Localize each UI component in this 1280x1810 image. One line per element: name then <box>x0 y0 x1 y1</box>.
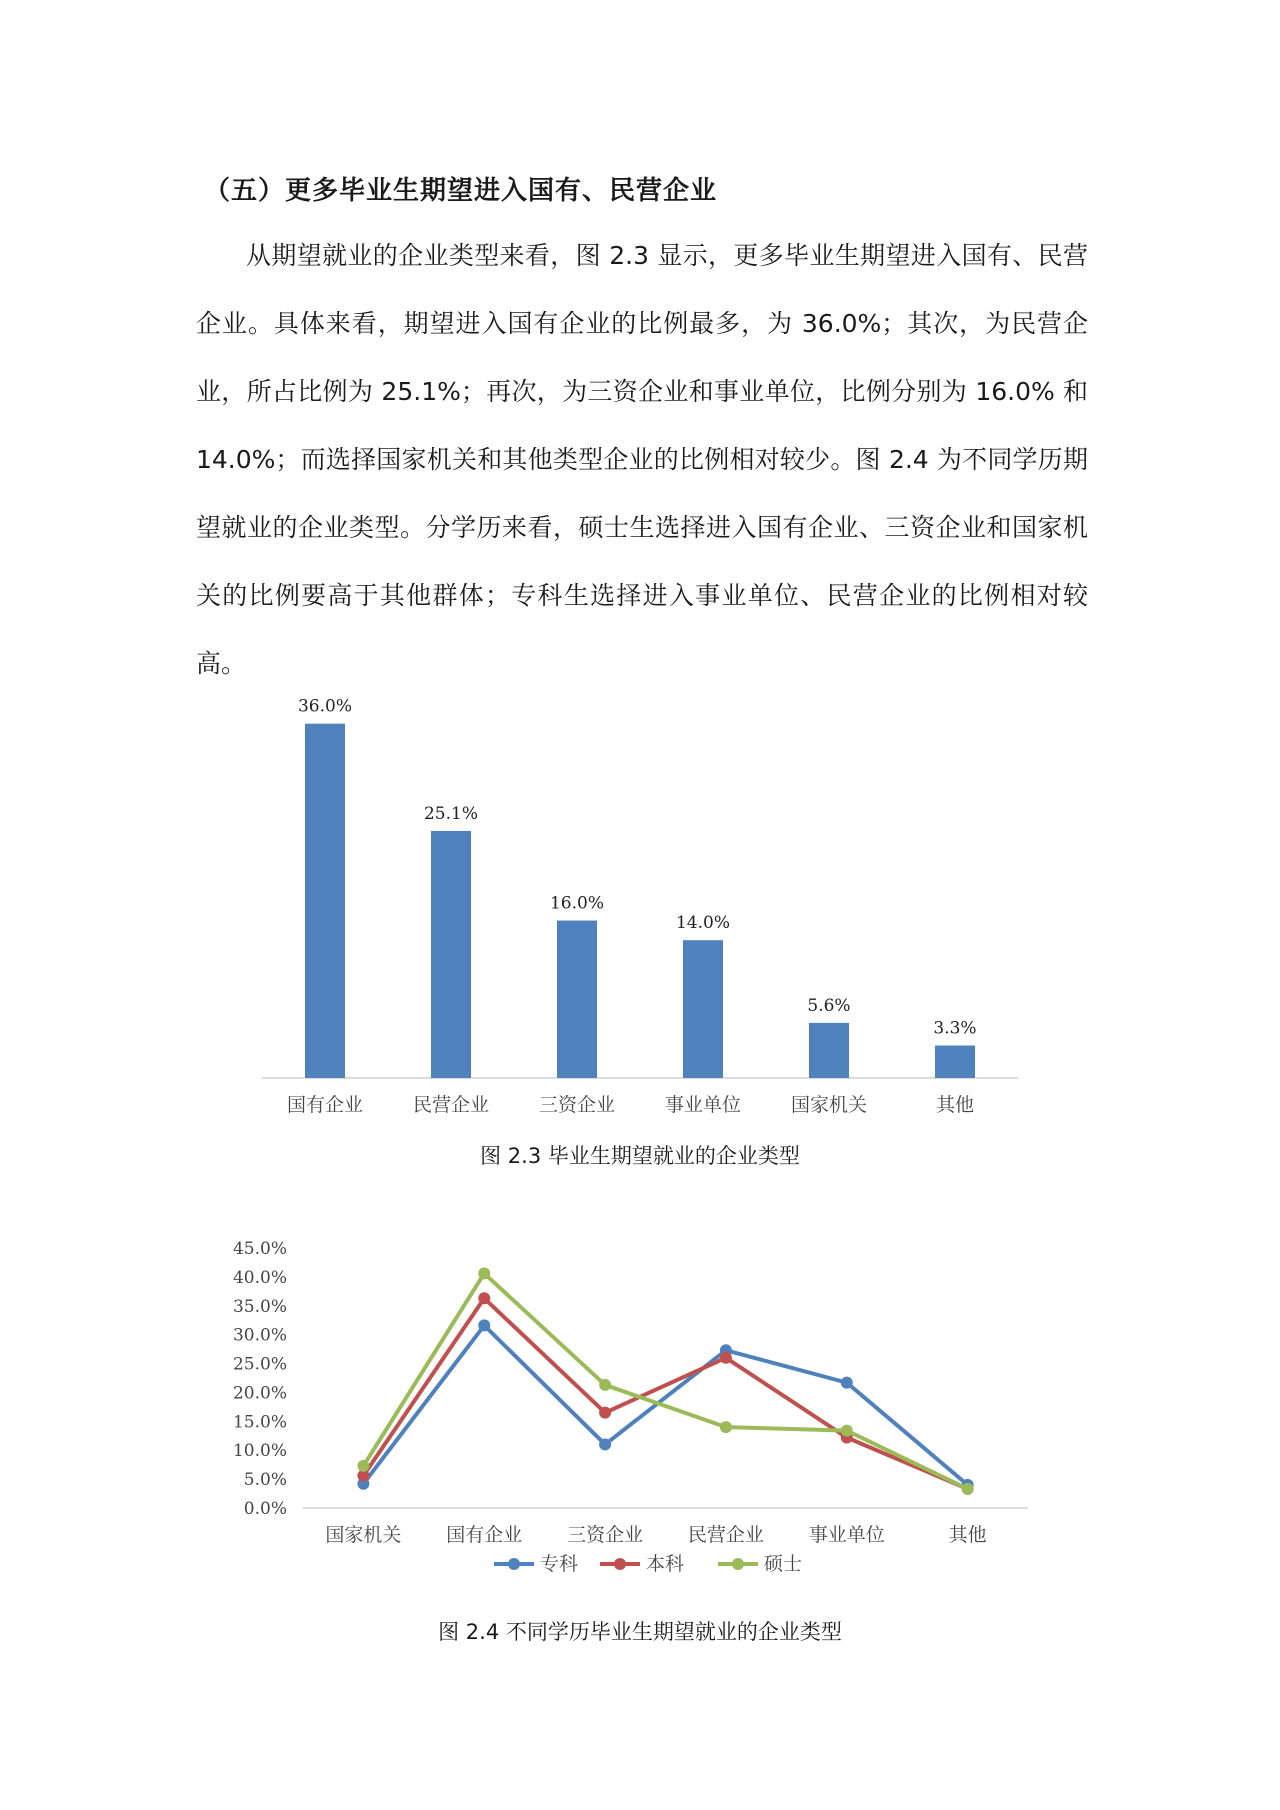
x-tick-label: 事业单位 <box>664 1094 742 1116</box>
x-tick-label: 国有企业 <box>446 1524 523 1546</box>
y-tick-label: 25.0% <box>232 1354 287 1375</box>
legend-swatch-marker <box>508 1558 520 1570</box>
legend-label: 本科 <box>646 1553 685 1575</box>
y-tick-label: 30.0% <box>232 1325 287 1346</box>
y-tick-label: 20.0% <box>232 1383 287 1404</box>
y-tick-label: 10.0% <box>232 1441 287 1462</box>
data-label: 14.0% <box>675 913 731 934</box>
bar <box>683 940 723 1078</box>
data-point <box>599 1438 611 1450</box>
x-tick-label: 三资企业 <box>567 1524 644 1546</box>
x-tick-label: 国有企业 <box>286 1094 364 1116</box>
x-tick-label: 国家机关 <box>325 1524 402 1546</box>
data-point <box>478 1292 490 1304</box>
y-tick-label: 35.0% <box>232 1296 287 1317</box>
legend-label: 硕士 <box>764 1553 803 1575</box>
x-tick-label: 其他 <box>948 1524 987 1546</box>
figure2-caption: 图 2.4 不同学历毕业生期望就业的企业类型 <box>438 1620 842 1644</box>
series-line <box>363 1298 967 1489</box>
data-point <box>478 1267 490 1279</box>
y-tick-label: 15.0% <box>232 1412 287 1433</box>
data-point <box>599 1379 611 1391</box>
data-point <box>478 1319 490 1331</box>
paragraph-text: 从期望就业的企业类型来看，图 2.3 显示，更多毕业生期望进入国有、民营企业。具体来看，期望进入国有企业的比例最多，为 36.0%；其次，为民营企业，所占比例为 25.1%；再次，为三资企业和事业单位，比例分别为 16.0% 和 14.0%；而选择国家机关和其他类型企业的比例相对较少。图 2.4 为不同学历期望就业的企业类型。分学历来看，硕士生选择进入国有企业、三资企业和国家机关的比例要高于其他群体；专科生选择进入事业单位、民营企业的比例相对较高。 <box>196 241 1088 678</box>
y-tick-label: 45.0% <box>232 1239 287 1259</box>
x-tick-label: 三资企业 <box>538 1094 616 1116</box>
data-label: 25.1% <box>423 803 479 824</box>
y-tick-label: 5.0% <box>243 1470 287 1491</box>
x-tick-label: 民营企业 <box>412 1094 490 1116</box>
x-tick-label: 其他 <box>935 1094 975 1116</box>
data-point <box>720 1421 732 1433</box>
data-label: 16.0% <box>549 893 605 914</box>
legend-swatch-marker <box>614 1558 626 1570</box>
legend-swatch-marker <box>732 1558 744 1570</box>
y-tick-label: 0.0% <box>243 1499 287 1519</box>
bar <box>557 921 597 1078</box>
data-point <box>357 1460 369 1472</box>
data-point <box>841 1425 853 1437</box>
x-tick-label: 事业单位 <box>808 1524 885 1546</box>
x-tick-label: 民营企业 <box>687 1524 764 1546</box>
bar <box>305 724 345 1078</box>
data-label: 3.3% <box>933 1018 977 1039</box>
y-tick-label: 40.0% <box>232 1267 287 1288</box>
data-point <box>720 1352 732 1364</box>
data-point <box>599 1407 611 1419</box>
data-label: 36.0% <box>297 696 353 717</box>
bar <box>431 831 471 1078</box>
line-chart <box>0 1220 1280 1600</box>
data-point <box>841 1377 853 1389</box>
bar <box>935 1046 975 1078</box>
bar <box>809 1023 849 1078</box>
data-point <box>962 1483 974 1495</box>
data-label: 5.6% <box>807 995 851 1016</box>
figure1-caption: 图 2.3 毕业生期望就业的企业类型 <box>480 1144 800 1168</box>
section-heading: （五）更多毕业生期望进入国有、民营企业 <box>204 176 718 206</box>
legend-label: 专科 <box>540 1553 579 1575</box>
series-line <box>363 1273 967 1489</box>
x-tick-label: 国家机关 <box>790 1094 868 1116</box>
